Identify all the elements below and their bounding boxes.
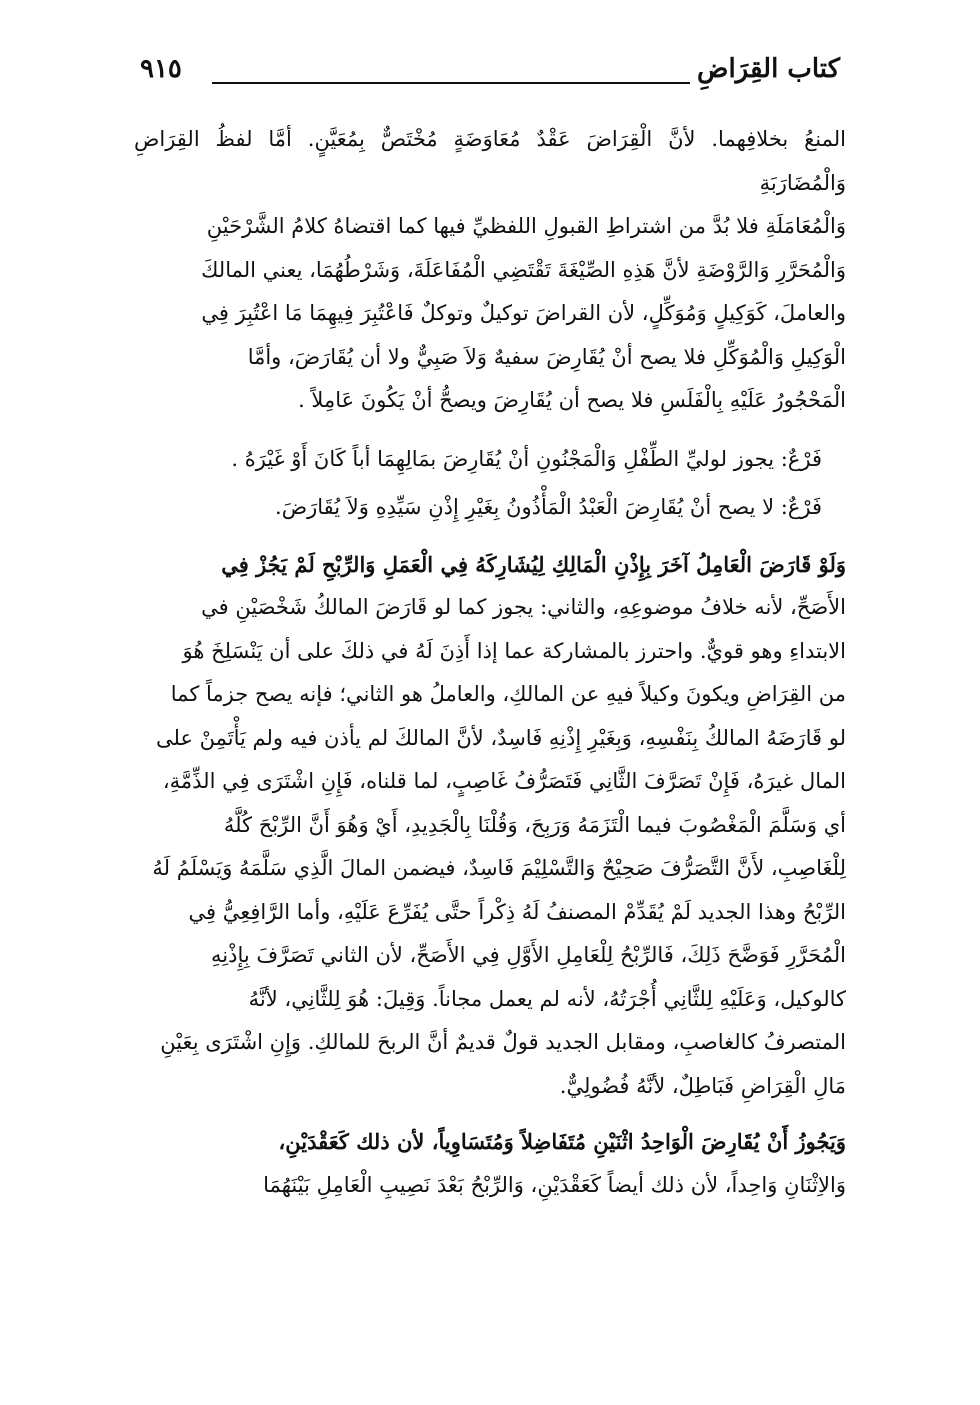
text-line: من القِرَاضِ ويكونَ وكيلاً فيهِ عن المالكِ، والعاملُ هو الثاني؛ فإنه يصح جزماً كما [170,682,846,706]
text-line: وَالاِثْنَانِ وَاحِداً، لأن ذلك أيضاً كَعَقْدَيْنِ، وَالرِّبْحُ بَعْدَ نَصِيبِ الْعَامِلِ بَيْنَهُمَا [263,1172,846,1197]
text-line: المال غيرَهُ، فَإِنْ تَصَرَّفَ الثَّانِي فَتَصَرُّفُ غَاصِبٍ، لما قلناه، فَإِنِ اشْتَرَى فِي الذِّمَّةِ، [162,769,846,793]
header-rule [212,82,690,84]
page-header [140,52,840,92]
text-line: مَالِ الْقِرَاضِ فَبَاطِلٌ، لأنَّهُ فُضُولِيٌّ. [559,1073,846,1098]
text-line: المتصرفُ كالغاصبِ، ومقابل الجديد قولٌ قديمٌ أنَّ الربحَ للمالكِ. وَإِنِ اشْتَرَى بِعَيْنِ [160,1030,846,1054]
text-line: الابتداءِ وهو قويٌّ. واحترز بالمشاركة عما إذا أَذِنَ لَهُ في ذلكَ على أن يَنْسَلِخَ هُوَ [182,638,846,663]
text-line: وَلَوْ قَارَضَ الْعَامِلُ آخَرَ بِإِذْنِ الْمَالِكِ لِيُشَارِكَهُ فِي الْعَمَلِ وَالرِّبْحِ لَمْ يَجُزْ فِي [221,551,846,577]
text-line: لِلْغَاصِبِ، لأَنَّ التَّصَرُّفَ صَحِيْحٌ وَالتَّسْلِيْمَ فَاسِدٌ، فيضمن المالَ الَّذِي سَلَّمَهُ وَيَسْلَمُ لَهُ [152,856,846,880]
text-line: وَالْمُعَامَلَةِ فلا بُدَّ من اشتراطِ القبولِ اللفظيِّ فيها كما اقتضاهُ كلامُ الشَّرْحَيْنِ [206,214,846,238]
page-number: ٩١٥ [140,54,182,84]
running-title: كتاب القِرَاضِ [697,54,840,84]
paragraph-gap [134,531,846,543]
text-line: أي وَسَلَّمَ الْمَغْصُوبَ فيما الْتَزَمَهُ وَرَبِحَ، وَقُلْنَا بِالْجَدِيدِ، أَيْ وَهُوَ أَنَّ الرِّبْحَ كُلَّهُ [223,812,846,837]
text-line: الرِّبْحُ وهذا الجديد لَمْ يُقَدِّمْ المصنفُ لَهُ ذِكْراً حتَّى يُفَرِّعَ عَلَيْهِ، وأما الرَّافِعِيُّ فِي [188,899,846,924]
text-line: والعاملَ، كَوَكِيلٍ وَمُوَكِّلٍ، لأن القراضَ توكيلٌ وتوكلٌ فَاعْتُبِرَ فِيهِمَا مَا اعْتُبِرَ فِي [201,301,846,325]
branch-note: فَرْعٌ: يجوز لوليِّ الطِّفْلِ وَالْمَجْنُونِ أنْ يُقَارِضَ بمَالِهِمَا أباً كَانَ أَوْ غَيْرَهُ . [231,446,822,471]
text-line: الْمُحَرَّرِ فَوَضَّحَ ذَلِكَ، فَالرِّبْحُ لِلْعَامِلِ الأَوَّلِ فِي الأَصَحِّ، لأن الثاني تَصَرَّفَ بِإِذْنِهِ [211,943,846,967]
paragraph-gap [134,1108,846,1120]
text-line: وَيَجُوزُ أَنْ يُقَارِضَ الْوَاحِدُ اثْنَيْنِ مُتَفَاضِلاً وَمُتَسَاوِياً، لأن ذلك كَعَقْدَيْنِ، [278,1129,846,1154]
text-line: وَالْمُحَرَّرِ وَالرَّوْضَةِ لأنَّ هَذِهِ الصِّيْغَةَ تَقْتَضِي الْمُفَاعَلَةَ، وَشَرْطُهُمَا، يعني المالكَ [201,257,846,282]
text-line: لو قَارَضَهُ المالكُ بِنَفْسِهِ، وَبِغَيْرِ إِذْنِهِ فَاسِدٌ، لأنَّ المالكَ لم يأذن فيه ولم يَأْتَمِنْ على [156,725,846,750]
text-line: المنعُ بخلافِهما. لأنَّ الْقِرَاضَ عَقْدٌ مُعَاوَضَةٍ مُخْتَصٌّ بِمُعَيَّنٍ. أمَّا لفظُ القِرَاضِ وَالْمُضَارَبَةِ [134,127,846,195]
branch-note: فَرْعٌ: لا يصح أنْ يُقَارِضَ الْعَبْدُ الْمَأْذُونُ بِغَيْرِ إِذْنِ سَيِّدِهِ وَلاَ يُقَارَضَ. [275,494,822,519]
text-line: الْمَحْجُورُ عَلَيْهِ بِالْفَلَسِ فلا يصح أن يُقَارِضَ ويصحُّ أنْ يَكُونَ عَامِلاً . [298,388,846,412]
text-line: الأَصَحِّ، لأنه خلافُ موضوعِهِ، والثاني: يجوز كما لو قَارَضَ المالكُ شَخْصَيْنِ في [201,595,846,619]
text-line: كالوكيل، وَعَلَيْهِ لِلثَّانِي أُجْرَتُهُ، لأنه لم يعمل مجاناً. وَقِيلَ: هُوَ لِلثَّانِي، لأنَّهُ [248,986,846,1011]
page-body [134,118,846,1207]
paragraph-gap [134,423,846,435]
text-line: الْوَكِيلِ وَالْمُوَكِّلِ فلا يصح أنْ يُقَارِضَ سفيهٌ وَلاَ صَبِيٌّ ولا أن يُقَارَضَ، وأمَّا [247,344,846,369]
